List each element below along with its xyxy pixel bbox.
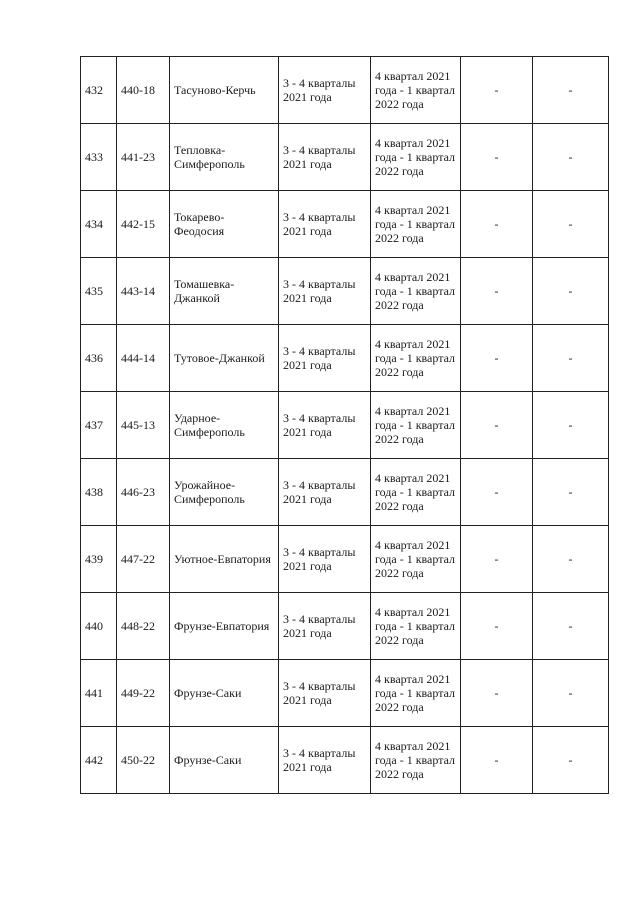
plan-cell: 4 квартал 2021 года - 1 квартал 2022 года [371, 124, 461, 191]
dash-cell: - [533, 593, 609, 660]
dash-cell: - [461, 57, 533, 124]
period-cell: 3 - 4 кварталы 2021 года [279, 124, 371, 191]
route-name: Уютное-Евпатория [170, 526, 279, 593]
route-name: Тепловка-Симферополь [170, 124, 279, 191]
plan-cell: 4 квартал 2021 года - 1 квартал 2022 года [371, 258, 461, 325]
plan-cell: 4 квартал 2021 года - 1 квартал 2022 года [371, 191, 461, 258]
dash-cell: - [461, 727, 533, 794]
period-cell: 3 - 4 кварталы 2021 года [279, 57, 371, 124]
period-cell: 3 - 4 кварталы 2021 года [279, 727, 371, 794]
plan-cell: 4 квартал 2021 года - 1 квартал 2022 года [371, 727, 461, 794]
period-cell: 3 - 4 кварталы 2021 года [279, 593, 371, 660]
row-number: 432 [81, 57, 117, 124]
dash-cell: - [461, 325, 533, 392]
route-code: 446-23 [117, 459, 170, 526]
period-cell: 3 - 4 кварталы 2021 года [279, 526, 371, 593]
period-cell: 3 - 4 кварталы 2021 года [279, 660, 371, 727]
table-row [81, 392, 609, 459]
period-cell: 3 - 4 кварталы 2021 года [279, 325, 371, 392]
table-row [81, 325, 609, 392]
routes-table [80, 56, 609, 794]
dash-cell: - [461, 459, 533, 526]
dash-cell: - [533, 57, 609, 124]
plan-cell: 4 квартал 2021 года - 1 квартал 2022 года [371, 57, 461, 124]
route-name: Фрунзе-Саки [170, 727, 279, 794]
dash-cell: - [461, 392, 533, 459]
dash-cell: - [461, 258, 533, 325]
row-number: 442 [81, 727, 117, 794]
table-row [81, 727, 609, 794]
route-code: 440-18 [117, 57, 170, 124]
dash-cell: - [461, 191, 533, 258]
route-name: Токарево-Феодосия [170, 191, 279, 258]
row-number: 440 [81, 593, 117, 660]
row-number: 439 [81, 526, 117, 593]
route-name: Урожайное-Симферополь [170, 459, 279, 526]
dash-cell: - [533, 727, 609, 794]
routes-table-body [81, 57, 609, 794]
route-name: Тасуново-Керчь [170, 57, 279, 124]
dash-cell: - [533, 258, 609, 325]
period-cell: 3 - 4 кварталы 2021 года [279, 459, 371, 526]
table-row [81, 124, 609, 191]
period-cell: 3 - 4 кварталы 2021 года [279, 392, 371, 459]
route-code: 445-13 [117, 392, 170, 459]
route-name: Ударное-Симферополь [170, 392, 279, 459]
table-row [81, 57, 609, 124]
route-name: Фрунзе-Евпатория [170, 593, 279, 660]
dash-cell: - [533, 526, 609, 593]
row-number: 435 [81, 258, 117, 325]
plan-cell: 4 квартал 2021 года - 1 квартал 2022 года [371, 392, 461, 459]
dash-cell: - [533, 660, 609, 727]
route-code: 449-22 [117, 660, 170, 727]
route-code: 448-22 [117, 593, 170, 660]
dash-cell: - [533, 325, 609, 392]
route-code: 443-14 [117, 258, 170, 325]
route-name: Тутовое-Джанкой [170, 325, 279, 392]
dash-cell: - [461, 526, 533, 593]
table-row [81, 526, 609, 593]
row-number: 437 [81, 392, 117, 459]
dash-cell: - [533, 124, 609, 191]
dash-cell: - [461, 660, 533, 727]
table-row [81, 459, 609, 526]
row-number: 436 [81, 325, 117, 392]
row-number: 434 [81, 191, 117, 258]
dash-cell: - [533, 459, 609, 526]
plan-cell: 4 квартал 2021 года - 1 квартал 2022 года [371, 459, 461, 526]
route-code: 441-23 [117, 124, 170, 191]
row-number: 441 [81, 660, 117, 727]
period-cell: 3 - 4 кварталы 2021 года [279, 258, 371, 325]
row-number: 438 [81, 459, 117, 526]
table-row [81, 258, 609, 325]
dash-cell: - [533, 191, 609, 258]
table-row [81, 660, 609, 727]
table-row [81, 191, 609, 258]
dash-cell: - [461, 593, 533, 660]
dash-cell: - [461, 124, 533, 191]
plan-cell: 4 квартал 2021 года - 1 квартал 2022 года [371, 325, 461, 392]
route-code: 450-22 [117, 727, 170, 794]
row-number: 433 [81, 124, 117, 191]
dash-cell: - [533, 392, 609, 459]
route-name: Томашевка-Джанкой [170, 258, 279, 325]
plan-cell: 4 квартал 2021 года - 1 квартал 2022 года [371, 526, 461, 593]
plan-cell: 4 квартал 2021 года - 1 квартал 2022 года [371, 660, 461, 727]
route-code: 444-14 [117, 325, 170, 392]
period-cell: 3 - 4 кварталы 2021 года [279, 191, 371, 258]
route-code: 442-15 [117, 191, 170, 258]
table-row [81, 593, 609, 660]
route-name: Фрунзе-Саки [170, 660, 279, 727]
route-code: 447-22 [117, 526, 170, 593]
plan-cell: 4 квартал 2021 года - 1 квартал 2022 года [371, 593, 461, 660]
